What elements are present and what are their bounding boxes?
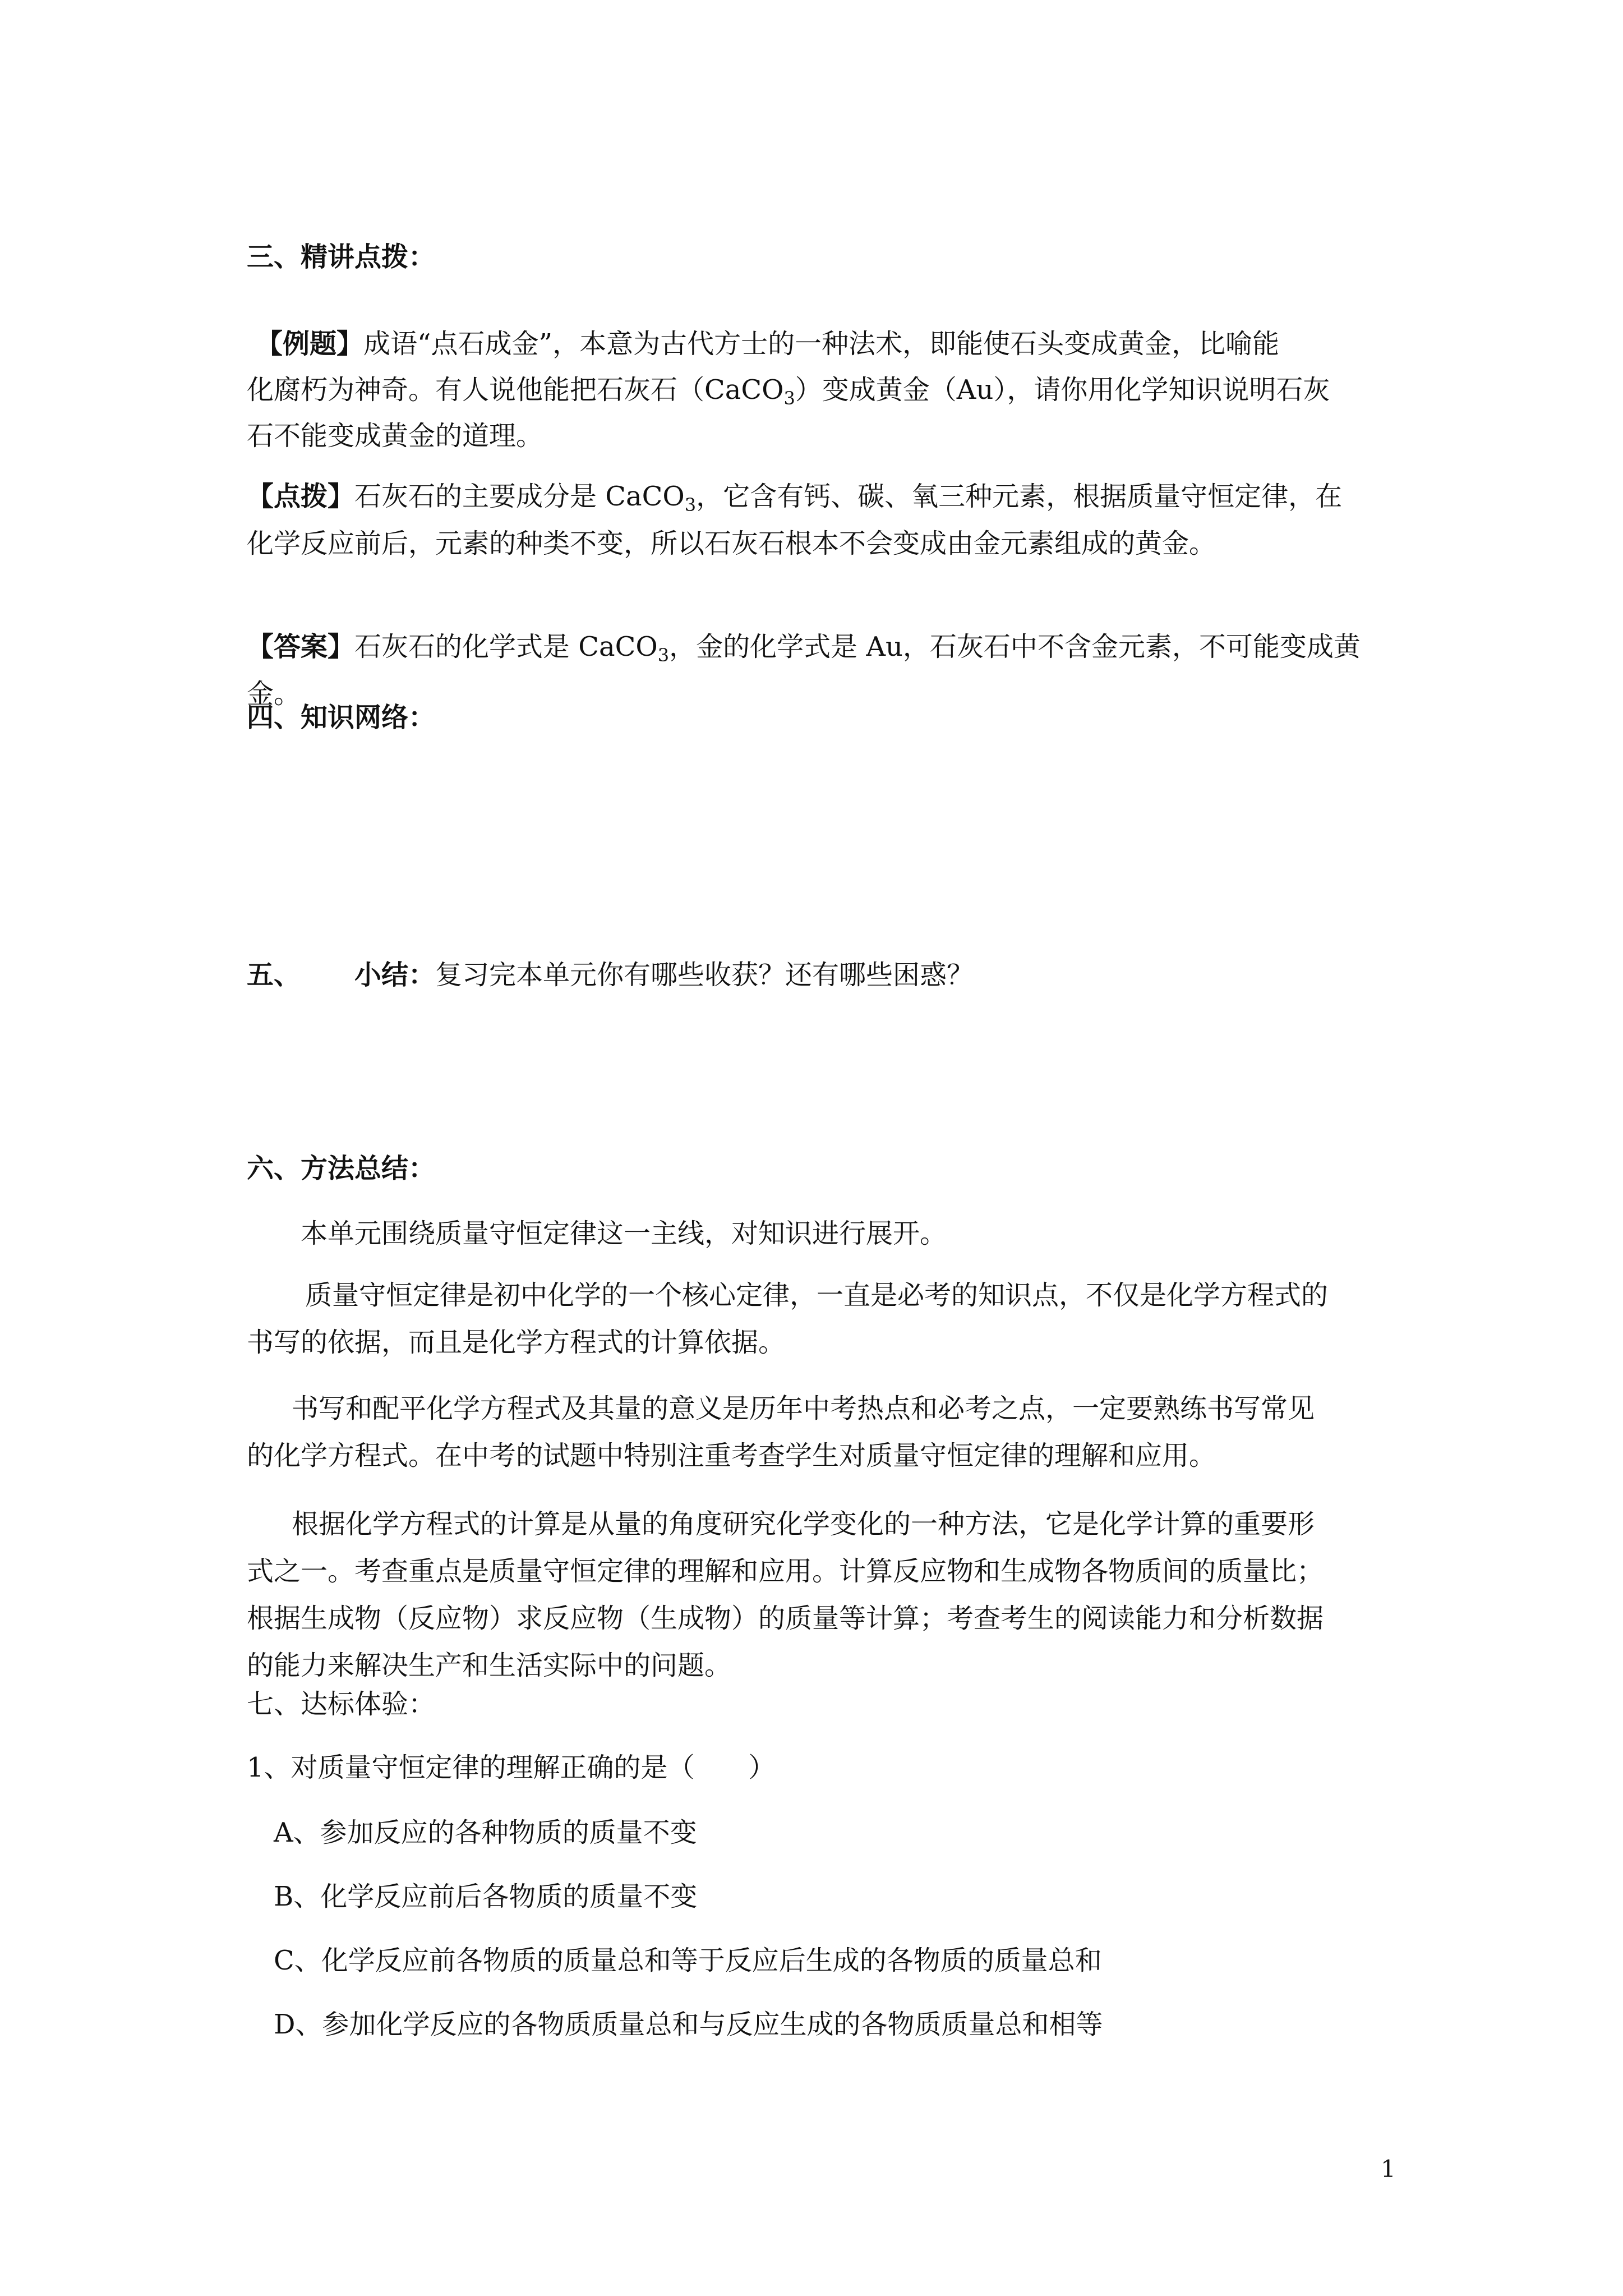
section-4-heading: 四、知识网络： <box>247 702 436 733</box>
hint-text-1b: ，它含有钙、碳、氧三种元素，根据质量守恒定律，在 <box>696 481 1343 512</box>
page-number: 1 <box>1381 2155 1396 2183</box>
method-p4-line-3: 根据生成物（反应物）求反应物（生成物）的质量等计算；考查考生的阅读能力和分析数据 <box>247 1603 1324 1634</box>
hint-paragraph <box>247 478 1402 562</box>
method-p2-line-1: 质量守恒定律是初中化学的一个核心定律，一直是必考的知识点，不仅是化学方程式的 <box>305 1280 1329 1311</box>
section-7-heading: 七、达标体验： <box>247 1688 436 1720</box>
question-1-option-d: D、参加化学反应的各物质质量总和与反应生成的各物质质量总和相等 <box>274 2009 1103 2040</box>
method-paragraph-2 <box>247 1277 1402 1361</box>
method-p2-line-2: 书写的依据，而且是化学方程式的计算依据。 <box>247 1327 786 1358</box>
example-text-1: 成语“点石成金”，本意为古代方士的一种法术，即能使石头变成黄金，比喻能 <box>363 328 1280 360</box>
method-paragraph-4 <box>247 1506 1402 1684</box>
answer-text-1a: 石灰石的化学式是 CaCO <box>354 631 658 662</box>
method-paragraph-1: 本单元围绕质量守恒定律这一主线，对知识进行展开。 <box>301 1218 947 1249</box>
hint-line-1 <box>247 478 1402 515</box>
section-6-heading: 六、方法总结： <box>247 1153 436 1184</box>
example-text-2b: ）变成黄金（Au），请你用化学知识说明石灰 <box>795 374 1330 406</box>
answer-subscript: 3 <box>657 645 670 666</box>
hint-tag: 【点拨】 <box>247 481 355 512</box>
example-paragraph <box>247 325 1411 454</box>
example-tag: 【例题】 <box>256 328 364 360</box>
question-1-option-c: C、化学反应前各物质的质量总和等于反应后生成的各物质的质量总和 <box>274 1945 1102 1976</box>
example-text-2a: 化腐朽为神奇。有人说他能把石灰石（CaCO <box>247 374 784 406</box>
example-line-1 <box>256 325 1411 362</box>
example-line-2 <box>247 371 1411 408</box>
method-paragraph-3 <box>247 1390 1402 1474</box>
example-subscript: 3 <box>783 388 795 409</box>
method-p3-line-1: 书写和配平化学方程式及其量的意义是历年中考热点和必考之点，一定要熟练书写常见 <box>292 1393 1315 1424</box>
section-5-text: 复习完本单元你有哪些收获？还有哪些困惑？ <box>435 959 974 991</box>
section-5-label: 小结： <box>354 959 436 991</box>
hint-text-1a: 石灰石的主要成分是 CaCO <box>354 481 685 512</box>
answer-tag: 【答案】 <box>247 631 355 662</box>
method-p4-line-4: 的能力来解决生产和生活实际中的问题。 <box>247 1650 732 1681</box>
answer-line-1 <box>247 628 1402 665</box>
method-p3-line-2: 的化学方程式。在中考的试题中特别注重考查学生对质量守恒定律的理解和应用。 <box>247 1440 1216 1471</box>
hint-line-2: 化学反应前后，元素的种类不变，所以石灰石根本不会变成由金元素组成的黄金。 <box>247 528 1216 559</box>
answer-text-1b: ，金的化学式是 Au，石灰石中不含金元素，不可能变成黄 <box>669 631 1361 662</box>
section-5-heading: 五、 <box>247 959 301 991</box>
question-1-option-a: A、参加反应的各种物质的质量不变 <box>274 1817 697 1848</box>
method-p4-line-1: 根据化学方程式的计算是从量的角度研究化学变化的一种方法，它是化学计算的重要形 <box>292 1508 1315 1540</box>
section-5-line <box>247 956 1402 993</box>
hint-subscript: 3 <box>684 494 697 516</box>
answer-line-2: 金。 <box>247 678 301 710</box>
question-1-stem: 1、对质量守恒定律的理解正确的是（ ） <box>247 1752 776 1783</box>
example-line-3: 石不能变成黄金的道理。 <box>247 420 543 452</box>
question-1-option-b: B、化学反应前后各物质的质量不变 <box>274 1881 698 1912</box>
method-p4-line-2: 式之一。考查重点是质量守恒定律的理解和应用。计算反应物和生成物各物质间的质量比； <box>247 1556 1324 1587</box>
section-3-heading: 三、精讲点拨： <box>247 241 436 273</box>
